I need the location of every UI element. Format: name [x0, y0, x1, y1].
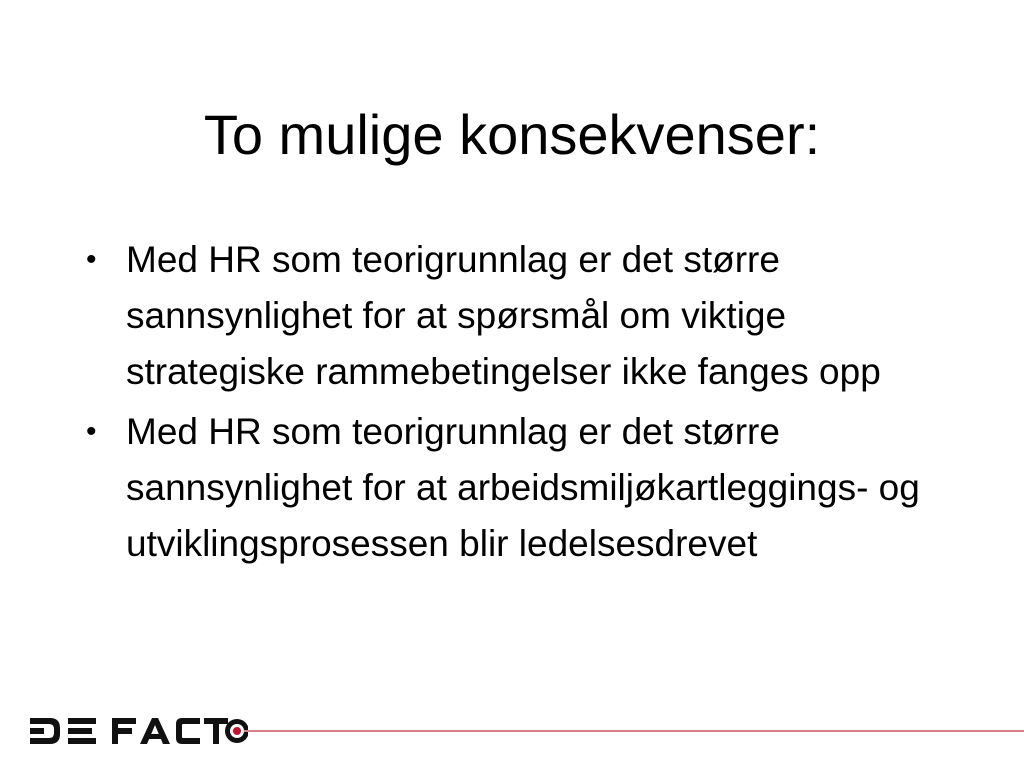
bullet-text: Med HR som teorigrunnlag er det større sannsynlighet for at spørsmål om viktige strategiske rammebetingelser ikke fanges opp: [126, 239, 881, 392]
bullet-icon: •: [86, 415, 97, 448]
bullet-text: Med HR som teorigrunnlag er det større sannsynlighet for at arbeidsmiljøkartleggings- og utviklingsprosessen blir ledelsesdrevet: [126, 411, 920, 564]
slide-title: To mulige konsekvenser:: [203, 103, 821, 166]
footer: [28, 708, 1024, 754]
bullet-list: [84, 232, 964, 576]
de-facto-logo: [28, 708, 248, 754]
bullet-icon: •: [86, 243, 97, 276]
bullet-item: [84, 232, 964, 400]
footer-divider: [244, 730, 1024, 732]
bullet-item: [84, 404, 964, 572]
